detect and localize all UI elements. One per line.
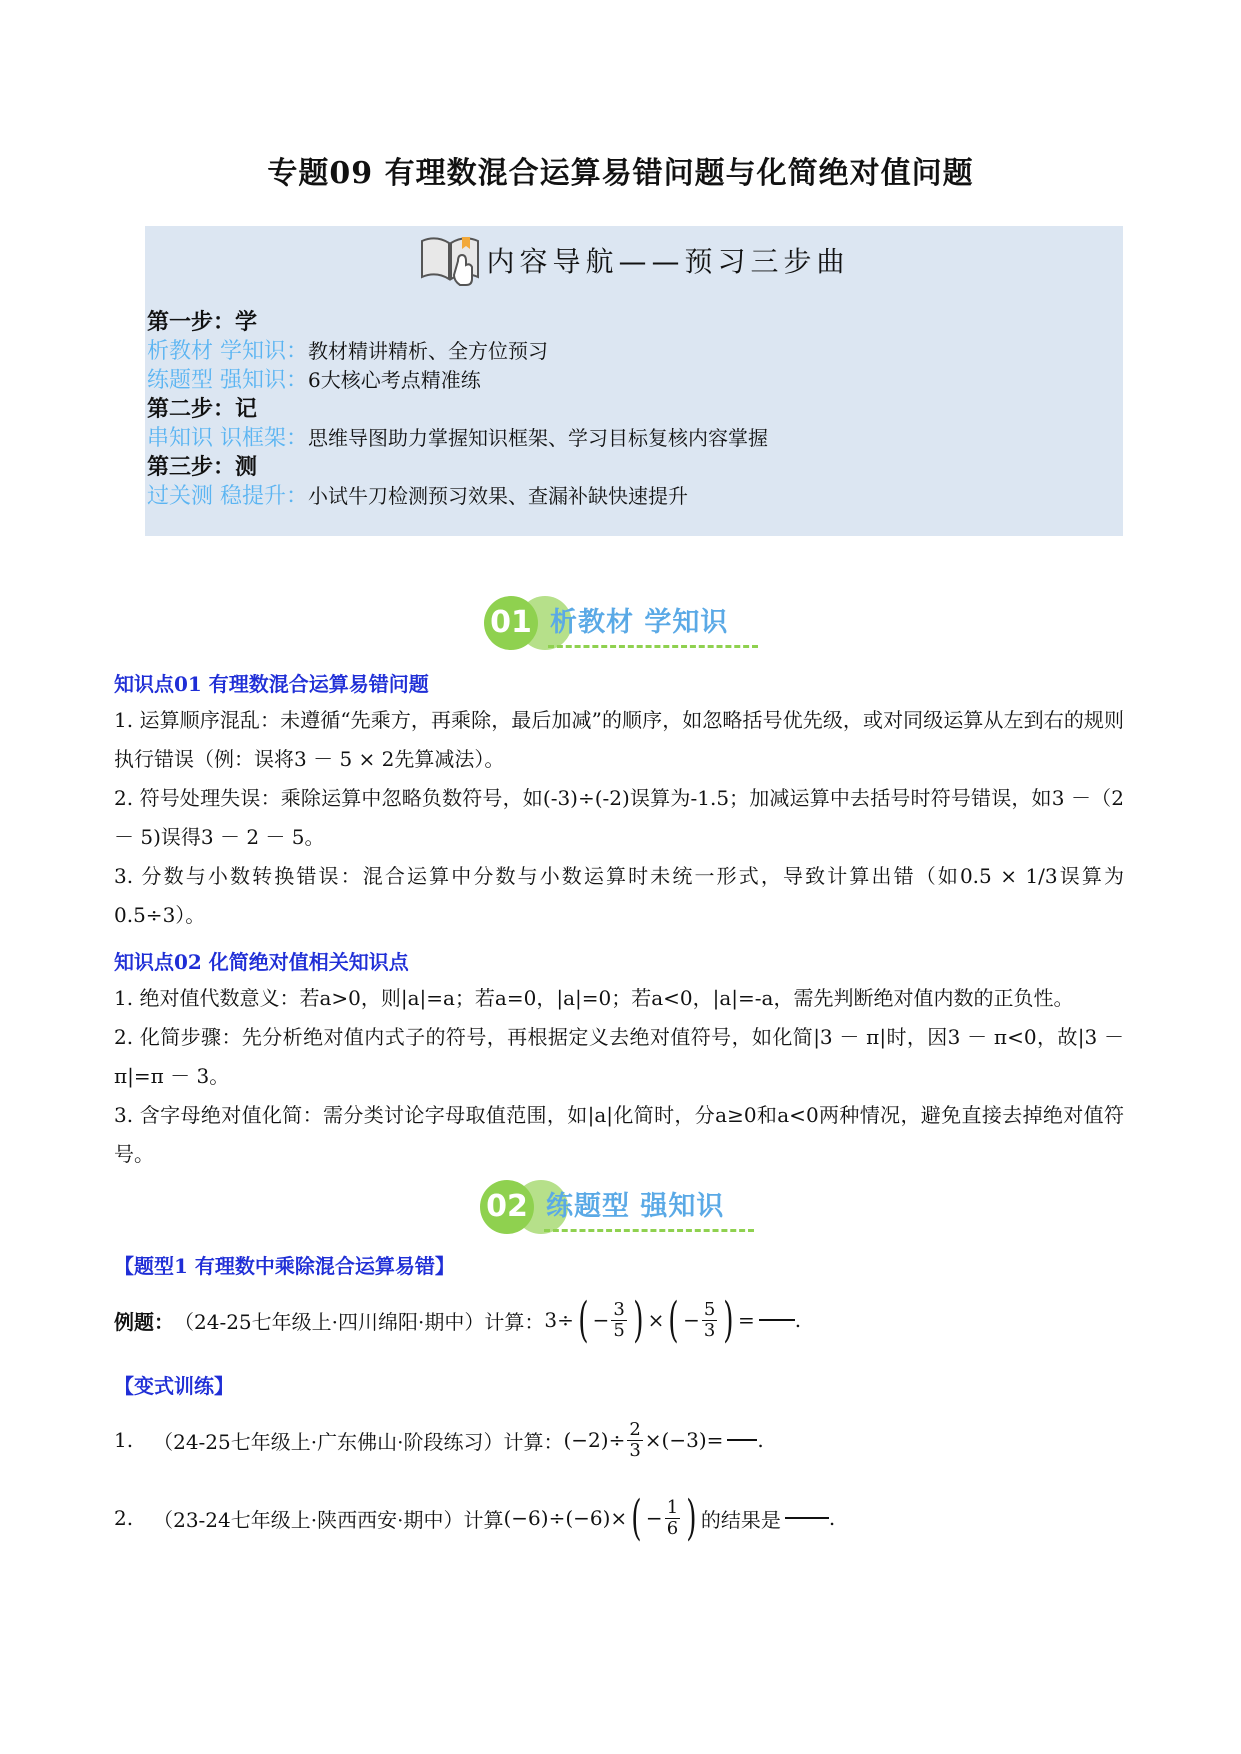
math-operator: ÷	[557, 1308, 574, 1332]
period: .	[757, 1428, 764, 1452]
numerator: 3	[613, 1298, 625, 1320]
math-operator: =	[738, 1308, 755, 1332]
section-header-01	[484, 590, 784, 654]
step-heading: 第二步：记	[147, 396, 258, 422]
section-underline	[548, 645, 758, 648]
book-icon	[418, 231, 482, 289]
knowledge-item: 1. 绝对值代数意义：若a>0，则|a|=a；若a=0，|a|=0；若a<0，|a|=-a，需先判断绝对值内数的正负性。	[114, 986, 1074, 1010]
nav-desc: 教材精讲精析、全方位预习	[308, 339, 548, 363]
nav-desc: 6大核心考点精准练	[308, 368, 481, 392]
answer-blank	[785, 1517, 829, 1519]
denominator: 3	[703, 1319, 716, 1341]
fraction	[627, 1420, 642, 1461]
example-text: （24-25七年级上·四川绵阳·期中）计算：	[174, 1309, 545, 1334]
math-sign: −	[592, 1308, 610, 1332]
nav-line	[147, 482, 768, 511]
question-expression	[563, 1420, 723, 1461]
question-2	[114, 1488, 835, 1548]
nav-label: 串知识 识框架：	[147, 426, 308, 451]
right-paren: )	[723, 1292, 734, 1348]
page-title: 专题09 有理数混合运算易错问题与化简绝对值问题	[267, 156, 974, 191]
nav-heading: 内容导航——预习三步曲	[486, 245, 850, 278]
nav-step-3	[147, 453, 768, 482]
section-number-badge: 02	[480, 1180, 534, 1234]
nav-line	[147, 337, 768, 366]
math-term: (−3)	[661, 1428, 707, 1452]
question-1	[114, 1410, 764, 1470]
nav-label: 练题型 强知识：	[147, 368, 308, 393]
denominator: 5	[613, 1319, 625, 1341]
fraction	[611, 1300, 626, 1341]
question-text: （24-25七年级上·广东佛山·阶段练习）计算：	[153, 1429, 564, 1454]
math-term: 3	[544, 1308, 558, 1332]
step-heading: 第一步：学	[147, 309, 258, 335]
math-operator: ×	[644, 1428, 662, 1452]
denominator: 6	[666, 1517, 679, 1539]
variant-training-title: 【变式训练】	[114, 1374, 234, 1398]
section-number-badge: 01	[484, 596, 538, 650]
nav-label: 析教材 学知识：	[147, 339, 308, 364]
math-operator: ×	[647, 1308, 665, 1332]
example-expression	[544, 1292, 755, 1348]
section-title: 析教材 学知识	[550, 607, 729, 638]
nav-lines	[147, 308, 768, 511]
knowledge-item: 3. 含字母绝对值化简：需分类讨论字母取值范围，如|a|化简时，分a≥0和a<0两种情况，避免直接去掉绝对值符号。	[114, 1103, 1124, 1166]
step-heading: 第三步：测	[147, 454, 258, 480]
section-underline	[544, 1229, 754, 1232]
right-paren: )	[633, 1292, 644, 1348]
answer-blank	[759, 1319, 795, 1321]
question-type-title: 【题型1 有理数中乘除混合运算易错】	[114, 1254, 455, 1278]
period: .	[828, 1506, 836, 1530]
fraction	[665, 1498, 680, 1539]
math-operator: =	[706, 1428, 724, 1452]
math-sign: −	[683, 1308, 700, 1332]
numerator: 2	[629, 1418, 641, 1440]
math-term: (−6)	[565, 1506, 611, 1530]
period: .	[794, 1308, 802, 1332]
example-label: 例题：	[114, 1309, 174, 1334]
math-term: (−2)	[563, 1428, 609, 1452]
question-text: （23-24七年级上·陕西西安·期中）计算	[153, 1507, 504, 1532]
question-number: 1.	[114, 1428, 134, 1452]
right-paren: )	[686, 1490, 697, 1546]
left-paren: (	[631, 1490, 642, 1546]
nav-label: 过关测 稳提升：	[147, 484, 308, 509]
nav-step-1	[147, 308, 768, 337]
knowledge-item: 2. 符号处理失误：乘除运算中忽略负数符号，如(-3)÷(-2)误算为-1.5；加减运算中去括号时符号错误，如3 －（2 － 5)误得3 － 2 － 5。	[114, 786, 1124, 849]
content-navigation-box	[145, 226, 1123, 536]
knowledge-item: 2. 化简步骤：先分析绝对值内式子的符号，再根据定义去绝对值符号，如化简|3 － π|时，因3 － π<0，故|3 － π|=π － 3。	[114, 1025, 1124, 1088]
knowledge-item: 1. 运算顺序混乱：未遵循“先乘方，再乘除，最后加减”的顺序，如忽略括号优先级，或对同级运算从左到右的规则执行错误（例：误将3 － 5 × 2先算减法）。	[114, 708, 1124, 771]
knowledge-item: 3. 分数与小数转换错误：混合运算中分数与小数运算时未统一形式，导致计算出错（如0.5 × 1/3误算为0.5÷3）。	[114, 864, 1124, 927]
nav-header	[145, 226, 1123, 294]
numerator: 5	[703, 1298, 716, 1320]
nav-line	[147, 424, 768, 453]
answer-blank	[727, 1439, 757, 1441]
numerator: 1	[666, 1496, 679, 1518]
section-header-02	[480, 1174, 780, 1238]
math-operator: ÷	[548, 1506, 566, 1530]
left-paren: (	[668, 1292, 679, 1348]
math-term: (−6)	[503, 1506, 549, 1530]
nav-line	[147, 366, 768, 395]
nav-step-2	[147, 395, 768, 424]
nav-desc: 小试牛刀检测预习效果、查漏补缺快速提升	[308, 484, 688, 508]
section-title: 练题型 强知识	[546, 1191, 725, 1222]
math-sign: −	[645, 1506, 663, 1530]
denominator: 3	[629, 1439, 641, 1461]
question-number: 2.	[114, 1506, 134, 1530]
nav-desc: 思维导图助力掌握知识框架、学习目标复核内容掌握	[308, 426, 768, 450]
fraction	[702, 1300, 717, 1341]
knowledge-point-title: 知识点01 有理数混合运算易错问题	[114, 672, 429, 696]
example-question	[114, 1290, 801, 1350]
math-operator: ×	[610, 1506, 628, 1530]
left-paren: (	[578, 1292, 589, 1348]
question-expression	[503, 1490, 700, 1546]
knowledge-point-title: 知识点02 化简绝对值相关知识点	[114, 950, 409, 974]
math-operator: ÷	[608, 1428, 626, 1452]
question-tail: 的结果是	[700, 1507, 781, 1532]
